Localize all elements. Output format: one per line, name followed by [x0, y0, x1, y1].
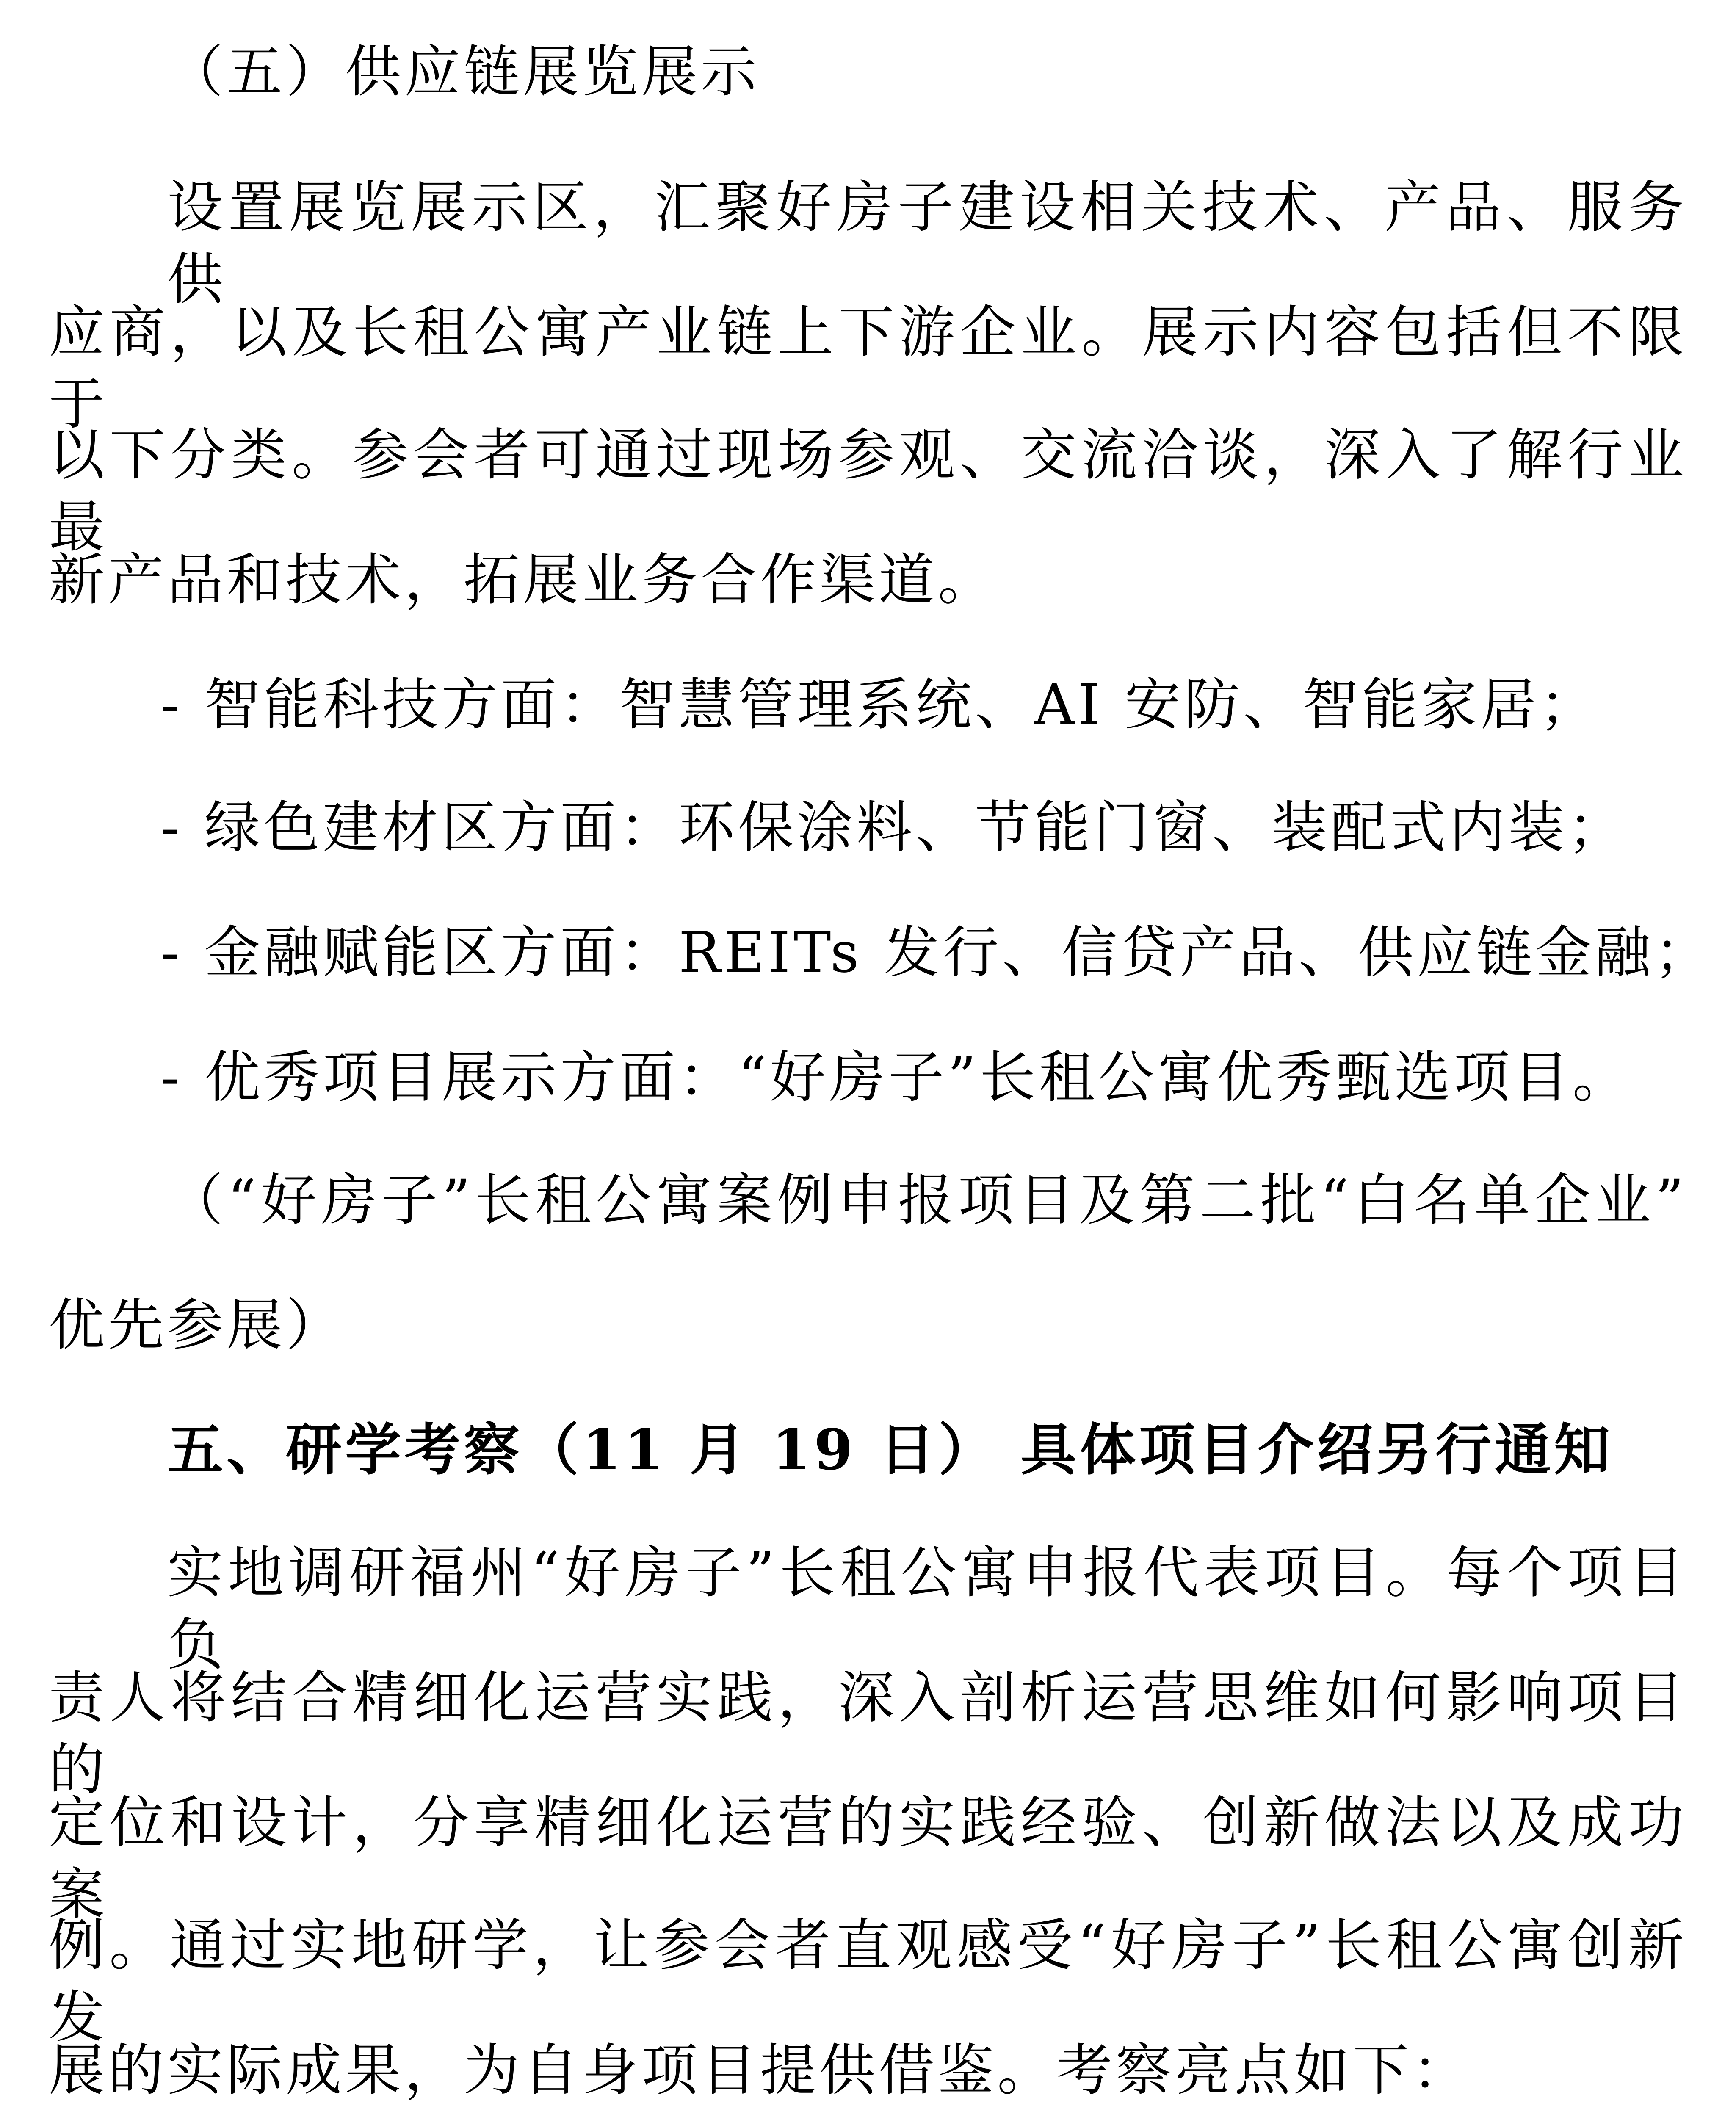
- note-line: （“好房子”长租公寓案例申报项目及第二批“白名单企业”: [167, 1168, 1687, 1233]
- note-line: 优先参展）: [49, 1293, 345, 1358]
- study-line: 责人将结合精细化运营实践，深入剖析运营思维如何影响项目的: [49, 1665, 1687, 1802]
- study-line: 定位和设计，分享精细化运营的实践经验、创新做法以及成功案: [49, 1790, 1687, 1927]
- study-line: 实地调研福州“好房子”长租公寓申报代表项目。每个项目负: [167, 1540, 1687, 1678]
- chapter-heading: 五、研学考察（11 月 19 日） 具体项目介绍另行通知: [167, 1417, 1614, 1483]
- study-line: 展的实际成果，为自身项目提供借鉴。考察亮点如下：: [49, 2038, 1471, 2103]
- intro-line: 应商，以及长租公寓产业链上下游企业。展示内容包括但不限于: [49, 300, 1687, 437]
- exhibit-item: - 金融赋能区方面：REITs 发行、信贷产品、供应链金融；: [161, 920, 1714, 985]
- exhibit-item: - 优秀项目展示方面：“好房子”长租公寓优秀甄选项目。: [161, 1045, 1632, 1110]
- intro-line: 以下分类。参会者可通过现场参观、交流洽谈，深入了解行业最: [49, 423, 1687, 560]
- intro-line: 新产品和技术，拓展业务合作渠道。: [49, 547, 997, 613]
- exhibit-item: - 绿色建材区方面：环保涂料、节能门窗、装配式内装；: [161, 795, 1627, 860]
- intro-line: 设置展览展示区，汇聚好房子建设相关技术、产品、服务供: [167, 175, 1687, 312]
- study-line: 例。通过实地研学，让参会者直观感受“好房子”长租公寓创新发: [49, 1913, 1687, 2050]
- exhibit-item: - 智能科技方面：智慧管理系统、AI 安防、智能家居；: [161, 672, 1599, 738]
- section-heading: （五）供应链展览展示: [167, 39, 760, 105]
